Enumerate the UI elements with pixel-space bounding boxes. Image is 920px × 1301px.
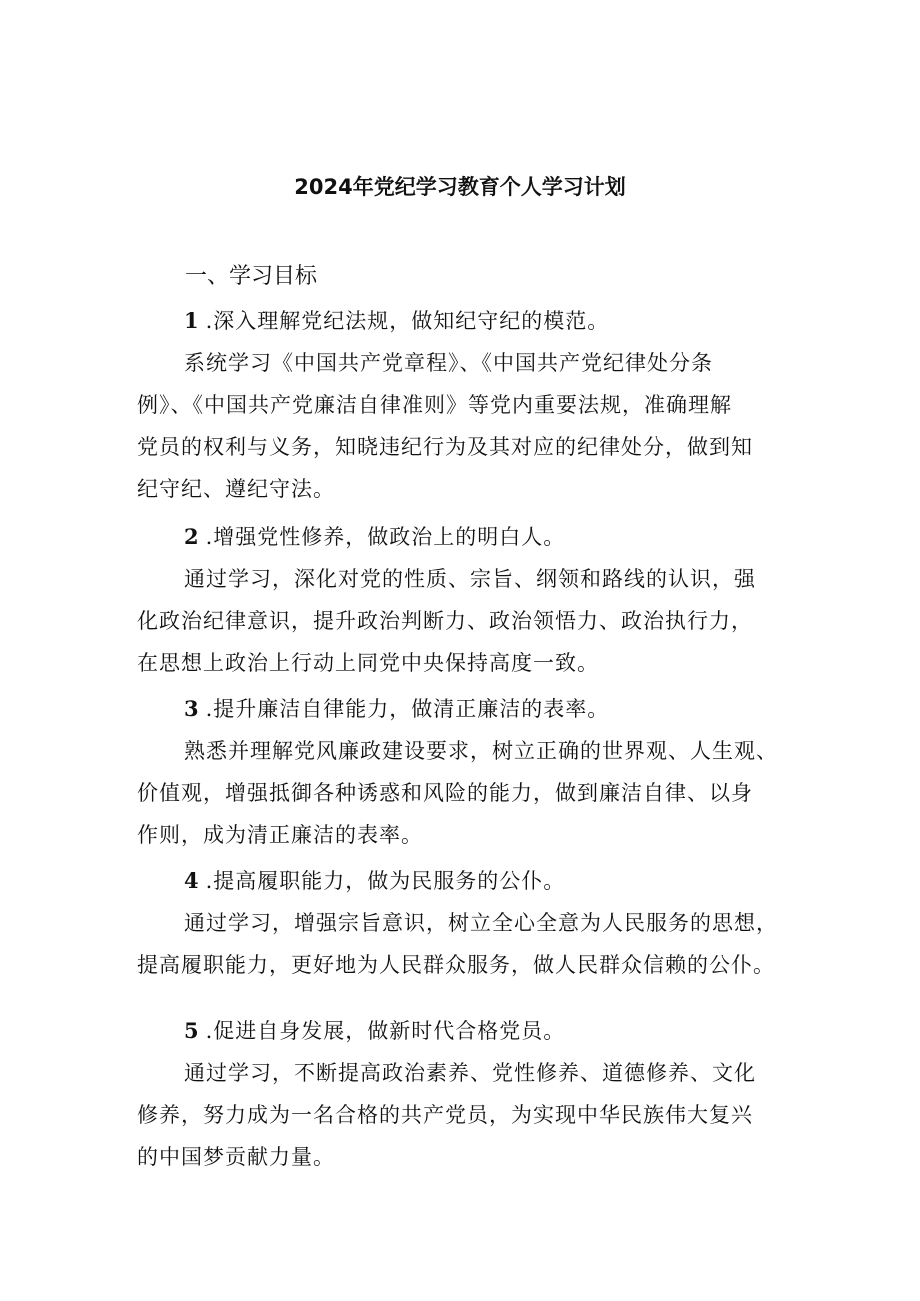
document-title: 2024年党纪学习教育个人学习计划	[294, 175, 626, 199]
goal-3-line-3: 作则，成为清正廉洁的表率。	[137, 823, 423, 847]
goal-2-heading-text: .增强党性修养，做政治上的明白人。	[205, 525, 566, 549]
goal-1-line-2: 例》、《中国共产党廉洁自律准则》等党内重要法规，准确理解	[137, 393, 732, 417]
goal-2-paragraph	[137, 558, 807, 684]
goal-3-heading	[137, 688, 807, 730]
goal-5-heading	[137, 1010, 807, 1052]
goal-2-line-3: 在思想上政治上行动上同党中央保持高度一致。	[137, 651, 599, 675]
goal-1-heading	[137, 300, 807, 342]
goal-2-line-2: 化政治纪律意识，提升政治判断力、政治领悟力、政治执行力，	[137, 609, 753, 633]
goal-5-line-1: 通过学习，不断提高政治素养、党性修养、道德修养、文化	[184, 1061, 756, 1085]
goal-3-line-2: 价值观，增强抵御各种诱惑和风险的能力，做到廉洁自律、以身	[137, 781, 753, 805]
goal-4-paragraph	[137, 902, 807, 986]
goal-4-line-2: 提高履职能力，更好地为人民群众服务，做人民群众信赖的公仆。	[137, 953, 775, 977]
goal-2-line-1: 通过学习，深化对党的性质、宗旨、纲领和路线的认识，强	[184, 567, 756, 591]
goal-4-line-1: 通过学习，增强宗旨意识，树立全心全意为人民服务的思想，	[184, 911, 778, 935]
goal-1-line-3: 党员的权利与义务，知晓违纪行为及其对应的纪律处分，做到知	[137, 435, 753, 459]
goal-3-line-1: 熟悉并理解党风廉政建设要求，树立正确的世界观、人生观、	[184, 739, 778, 763]
goal-5-line-3: 的中国梦贡献力量。	[137, 1145, 335, 1169]
goal-5-line-2: 修养，努力成为一名合格的共产党员，为实现中华民族伟大复兴	[137, 1103, 753, 1127]
goal-item-4	[137, 860, 807, 986]
goal-item-3	[137, 688, 807, 856]
goal-1-line-4: 纪守纪、遵纪守法。	[137, 477, 335, 501]
goal-3-paragraph	[137, 730, 807, 856]
goal-1-heading-text: .深入理解党纪法规，做知纪守纪的模范。	[205, 309, 610, 333]
goal-5-paragraph	[137, 1052, 807, 1178]
goal-1-number: 1	[184, 308, 200, 333]
goal-2-number: 2	[184, 524, 200, 549]
goal-4-heading	[137, 860, 807, 902]
goal-5-heading-text: .促进自身发展，做新时代合格党员。	[205, 1019, 566, 1043]
goal-2-heading	[137, 516, 807, 558]
goal-4-heading-text: .提高履职能力，做为民服务的公仆。	[205, 869, 566, 893]
goal-item-2	[137, 516, 807, 684]
goal-item-5	[137, 1010, 807, 1178]
section-heading-learning-goals: 一、学习目标	[185, 264, 318, 289]
goal-3-heading-text: .提升廉洁自律能力，做清正廉洁的表率。	[205, 697, 610, 721]
goal-5-number: 5	[184, 1018, 200, 1043]
goal-1-line-1: 系统学习《中国共产党章程》、《中国共产党纪律处分条	[184, 351, 713, 375]
goal-3-number: 3	[184, 696, 200, 721]
goal-1-paragraph	[137, 342, 807, 510]
goal-4-number: 4	[184, 868, 200, 893]
goal-item-1	[137, 300, 807, 510]
